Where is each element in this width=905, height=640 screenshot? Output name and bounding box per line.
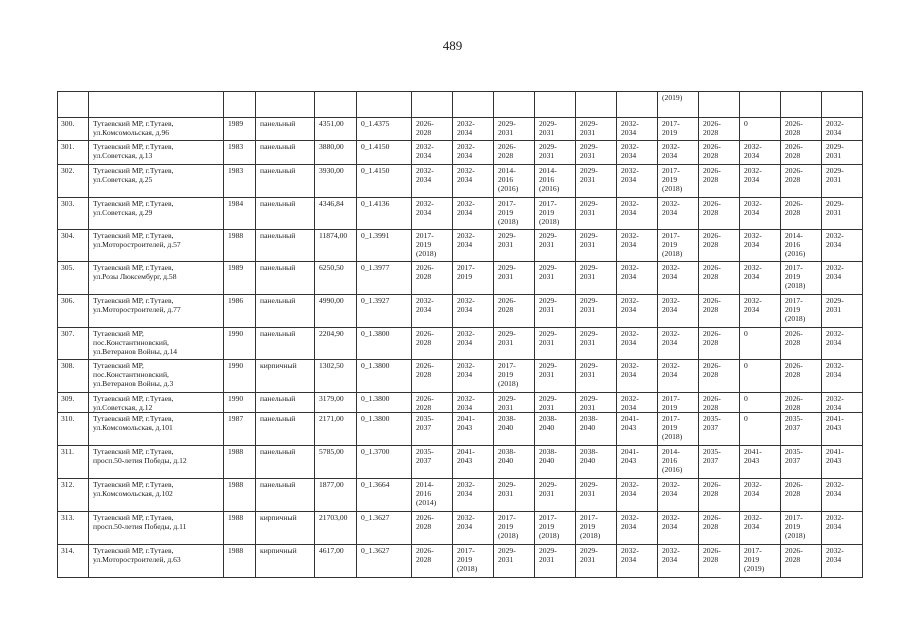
period-cell: 2032- 2034 [740, 295, 781, 328]
period-cell: 2032- 2034 [617, 262, 658, 295]
period-cell: 2029- 2031 [535, 479, 576, 512]
wall-material-cell: панельный [256, 165, 315, 198]
period-cell: 2017- 2019 (2018) [658, 165, 699, 198]
period-cell: 2026- 2028 [781, 118, 822, 141]
period-cell: 2032- 2034 [658, 295, 699, 328]
address-cell: Тутаевский МР, г.Тутаев, ул.Советская, д.29 [89, 198, 224, 230]
period-cell: 2029- 2031 [822, 141, 863, 165]
year-cell: 1988 [224, 512, 256, 545]
wall-material-cell: панельный [256, 262, 315, 295]
period-cell: 2029- 2031 [535, 230, 576, 262]
table-cell [494, 92, 535, 118]
wall-material-cell: панельный [256, 413, 315, 446]
year-cell: 1988 [224, 479, 256, 512]
period-cell: 2029- 2031 [822, 198, 863, 230]
period-cell: 2038- 2040 [494, 446, 535, 479]
period-cell: 2032- 2034 [822, 328, 863, 360]
wall-material-cell: панельный [256, 198, 315, 230]
period-cell: 2017- 2019 (2018) [453, 545, 494, 578]
table-row [58, 198, 863, 230]
index-cell: 0_1.4150 [357, 141, 412, 165]
period-cell: 2014- 2016 (2016) [781, 230, 822, 262]
period-cell: 2029- 2031 [494, 118, 535, 141]
row-number: 314. [58, 545, 89, 578]
period-cell: 0 [740, 360, 781, 393]
table-cell [357, 92, 412, 118]
period-cell: 0 [740, 413, 781, 446]
area-cell: 4990,00 [315, 295, 357, 328]
index-cell: 0_1.3800 [357, 328, 412, 360]
period-cell: 2038- 2040 [494, 413, 535, 446]
period-cell: 2041- 2043 [822, 446, 863, 479]
period-cell: 2014- 2016 (2016) [535, 165, 576, 198]
index-cell: 0_1.3800 [357, 393, 412, 413]
period-cell: 2032- 2034 [617, 545, 658, 578]
address-cell: Тутаевский МР, г.Тутаев, ул.Комсомольская, д.102 [89, 479, 224, 512]
address-cell: Тутаевский МР, г.Тутаев, ул.Советская, д.25 [89, 165, 224, 198]
period-cell: 2041- 2043 [617, 446, 658, 479]
period-cell: 2032- 2034 [617, 141, 658, 165]
index-cell: 0_1.4150 [357, 165, 412, 198]
year-cell: 1988 [224, 230, 256, 262]
table-cell [576, 92, 617, 118]
period-cell: 2029- 2031 [822, 165, 863, 198]
period-cell: 2029- 2031 [535, 118, 576, 141]
table-cell [89, 92, 224, 118]
period-cell: 2032- 2034 [453, 479, 494, 512]
area-cell: 2171,00 [315, 413, 357, 446]
period-cell: 2032- 2034 [658, 360, 699, 393]
address-cell: Тутаевский МР, пос.Константиновский, ул.Ветеранов Войны, д.14 [89, 328, 224, 360]
index-cell: 0_1.4375 [357, 118, 412, 141]
row-number: 307. [58, 328, 89, 360]
index-cell: 0_1.4136 [357, 198, 412, 230]
area-cell: 3179,00 [315, 393, 357, 413]
period-cell: 2029- 2031 [535, 295, 576, 328]
period-cell: 2017- 2019 (2018) [781, 295, 822, 328]
row-number: 301. [58, 141, 89, 165]
period-cell: 2032- 2034 [617, 118, 658, 141]
period-cell: 2014- 2016 (2016) [658, 446, 699, 479]
index-cell: 0_1.3627 [357, 512, 412, 545]
period-cell: 2035- 2037 [781, 446, 822, 479]
period-cell: 2026- 2028 [699, 295, 740, 328]
index-cell: 0_1.3800 [357, 360, 412, 393]
period-cell: 2029- 2031 [576, 328, 617, 360]
table-row [58, 413, 863, 446]
period-cell: 2029- 2031 [535, 393, 576, 413]
year-cell: 1983 [224, 165, 256, 198]
table-row [58, 165, 863, 198]
table-row [58, 360, 863, 393]
period-cell: 2032- 2034 [617, 360, 658, 393]
index-cell: 0_1.3927 [357, 295, 412, 328]
period-cell: 2029- 2031 [576, 262, 617, 295]
table-cell [781, 92, 822, 118]
period-cell: 2032- 2034 [412, 165, 453, 198]
area-cell: 3930,00 [315, 165, 357, 198]
period-cell: 2017- 2019 (2018) [535, 198, 576, 230]
table-cell [535, 92, 576, 118]
table-cell [315, 92, 357, 118]
period-cell: 0 [740, 393, 781, 413]
address-cell: Тутаевский МР, г.Тутаев, просп.50-летия Победы, д.11 [89, 512, 224, 545]
period-cell: 2029- 2031 [576, 165, 617, 198]
year-cell: 1983 [224, 141, 256, 165]
table-row [58, 230, 863, 262]
year-cell: 1990 [224, 393, 256, 413]
period-cell: 2029- 2031 [494, 262, 535, 295]
period-cell: 2032- 2034 [453, 230, 494, 262]
period-cell: 2032- 2034 [658, 262, 699, 295]
period-cell: 2032- 2034 [658, 141, 699, 165]
period-cell: 2029- 2031 [822, 295, 863, 328]
period-cell: 2026- 2028 [699, 230, 740, 262]
table-cell [617, 92, 658, 118]
period-cell: 2029- 2031 [576, 393, 617, 413]
period-cell: 2026- 2028 [699, 512, 740, 545]
period-cell: 2026- 2028 [412, 118, 453, 141]
period-cell: 2026- 2028 [412, 512, 453, 545]
period-cell: 0 [740, 328, 781, 360]
table-row [58, 141, 863, 165]
period-cell: 2035- 2037 [699, 446, 740, 479]
period-cell: 2032- 2034 [822, 545, 863, 578]
period-cell: 2029- 2031 [576, 141, 617, 165]
housing-register-table [57, 91, 863, 578]
period-cell: 2026- 2028 [494, 295, 535, 328]
period-cell: 2032- 2034 [453, 165, 494, 198]
period-cell: 2032- 2034 [617, 393, 658, 413]
period-cell: 2041- 2043 [740, 446, 781, 479]
row-number: 300. [58, 118, 89, 141]
year-cell: 1989 [224, 118, 256, 141]
period-cell: 2029- 2031 [494, 545, 535, 578]
address-cell: Тутаевский МР, г.Тутаев, ул.Комсомольская, д.101 [89, 413, 224, 446]
period-cell: 2032- 2034 [617, 230, 658, 262]
area-cell: 4617,00 [315, 545, 357, 578]
period-cell: 2041- 2043 [453, 413, 494, 446]
period-cell: 2017- 2019 [453, 262, 494, 295]
period-cell: 2029- 2031 [535, 328, 576, 360]
period-cell: 2017- 2019 (2018) [658, 413, 699, 446]
table-row [58, 479, 863, 512]
area-cell: 21703,00 [315, 512, 357, 545]
period-cell: 2029- 2031 [576, 360, 617, 393]
period-cell: 2038- 2040 [535, 413, 576, 446]
area-cell: 5785,00 [315, 446, 357, 479]
address-cell: Тутаевский МР, г.Тутаев, ул.Комсомольская, д.96 [89, 118, 224, 141]
table-cell [58, 92, 89, 118]
area-cell: 4351,00 [315, 118, 357, 141]
period-cell: 2029- 2031 [576, 230, 617, 262]
period-cell: 2017- 2019 (2018) [535, 512, 576, 545]
period-cell: 2032- 2034 [740, 141, 781, 165]
wall-material-cell: панельный [256, 141, 315, 165]
period-cell: 2017- 2019 [658, 118, 699, 141]
period-cell: 2029- 2031 [494, 230, 535, 262]
period-cell: 2032- 2034 [412, 198, 453, 230]
period-cell: 2029- 2031 [535, 262, 576, 295]
row-number: 305. [58, 262, 89, 295]
wall-material-cell: панельный [256, 328, 315, 360]
period-cell: 2026- 2028 [412, 393, 453, 413]
wall-material-cell: панельный [256, 118, 315, 141]
table-cell [256, 92, 315, 118]
wall-material-cell: панельный [256, 295, 315, 328]
period-cell: 2032- 2034 [453, 328, 494, 360]
period-cell: 2032- 2034 [617, 328, 658, 360]
period-cell: 2032- 2034 [658, 198, 699, 230]
period-cell: 2041- 2043 [822, 413, 863, 446]
period-cell: 2029- 2031 [494, 393, 535, 413]
period-cell: 2026- 2028 [699, 118, 740, 141]
wall-material-cell: панельный [256, 446, 315, 479]
period-cell: 2041- 2043 [617, 413, 658, 446]
period-cell: 2026- 2028 [412, 262, 453, 295]
period-cell: 2035- 2037 [412, 413, 453, 446]
period-cell: 2029- 2031 [535, 360, 576, 393]
period-cell: 2032- 2034 [740, 512, 781, 545]
period-cell: 2032- 2034 [658, 545, 699, 578]
period-cell: 2017- 2019 (2018) [494, 360, 535, 393]
period-cell: 2032- 2034 [822, 393, 863, 413]
period-cell: 2026- 2028 [781, 141, 822, 165]
year-cell: 1986 [224, 295, 256, 328]
period-cell: 2014- 2016 (2016) [494, 165, 535, 198]
period-cell: 2032- 2034 [617, 198, 658, 230]
table-row [58, 118, 863, 141]
table-cell [412, 92, 453, 118]
period-cell: 2032- 2034 [740, 230, 781, 262]
area-cell: 4346,84 [315, 198, 357, 230]
period-cell: 2026- 2028 [699, 141, 740, 165]
period-cell: 2029- 2031 [576, 118, 617, 141]
period-cell: 2032- 2034 [453, 393, 494, 413]
period-cell: 2029- 2031 [494, 328, 535, 360]
period-cell: 2017- 2019 (2018) [781, 262, 822, 295]
period-cell: 2041- 2043 [453, 446, 494, 479]
index-cell: 0_1.3800 [357, 413, 412, 446]
period-cell: 2032- 2034 [617, 512, 658, 545]
period-cell: 2029- 2031 [576, 198, 617, 230]
period-cell: 2032- 2034 [658, 512, 699, 545]
period-cell: 2026- 2028 [699, 262, 740, 295]
table-row [58, 545, 863, 578]
table-row [58, 512, 863, 545]
period-cell: 2026- 2028 [699, 165, 740, 198]
period-cell: 2026- 2028 [699, 328, 740, 360]
period-cell: 2026- 2028 [412, 545, 453, 578]
year-cell: 1987 [224, 413, 256, 446]
period-cell: 2026- 2028 [699, 360, 740, 393]
period-cell: 2026- 2028 [699, 393, 740, 413]
table-row [58, 446, 863, 479]
period-cell: 2026- 2028 [781, 545, 822, 578]
period-cell: 2017- 2019 (2018) [781, 512, 822, 545]
period-cell: 2017- 2019 (2019) [740, 545, 781, 578]
wall-material-cell: кирпичный [256, 545, 315, 578]
page-number: 489 [442, 38, 463, 53]
area-cell: 2204,90 [315, 328, 357, 360]
period-cell: 2032- 2034 [822, 360, 863, 393]
period-cell: 2032- 2034 [822, 262, 863, 295]
period-cell: 2026- 2028 [781, 360, 822, 393]
period-cell: 2035- 2037 [781, 413, 822, 446]
area-cell: 11874,00 [315, 230, 357, 262]
address-cell: Тутаевский МР, пос.Константиновский, ул.Ветеранов Войны, д.3 [89, 360, 224, 393]
address-cell: Тутаевский МР, г.Тутаев, ул.Моторостроителей, д.57 [89, 230, 224, 262]
period-cell: 2032- 2034 [740, 262, 781, 295]
period-cell: 2032- 2034 [617, 165, 658, 198]
row-number: 312. [58, 479, 89, 512]
row-number: 310. [58, 413, 89, 446]
period-cell: 2026- 2028 [781, 328, 822, 360]
period-cell: 2026- 2028 [781, 165, 822, 198]
table-cell [224, 92, 256, 118]
year-cell: 1989 [224, 262, 256, 295]
area-cell: 3880,00 [315, 141, 357, 165]
period-cell: 2038- 2040 [576, 446, 617, 479]
table-cell [822, 92, 863, 118]
wall-material-cell: панельный [256, 393, 315, 413]
table-row [58, 328, 863, 360]
period-cell: 2032- 2034 [740, 165, 781, 198]
period-cell: 2026- 2028 [699, 198, 740, 230]
period-cell: 2017- 2019 (2018) [412, 230, 453, 262]
area-cell: 1302,50 [315, 360, 357, 393]
row-number: 304. [58, 230, 89, 262]
period-cell: 2026- 2028 [699, 479, 740, 512]
period-cell: 2035- 2037 [699, 413, 740, 446]
period-cell: 2032- 2034 [617, 295, 658, 328]
period-cell: 2032- 2034 [453, 198, 494, 230]
period-cell: 2014- 2016 (2014) [412, 479, 453, 512]
period-cell: 2032- 2034 [453, 141, 494, 165]
period-cell: 2017- 2019 (2018) [494, 512, 535, 545]
area-cell: 6250,50 [315, 262, 357, 295]
period-cell: 2026- 2028 [699, 545, 740, 578]
period-cell: 2029- 2031 [576, 295, 617, 328]
period-cell: 2035- 2037 [412, 446, 453, 479]
row-number: 309. [58, 393, 89, 413]
wall-material-cell: панельный [256, 479, 315, 512]
year-cell: 1988 [224, 545, 256, 578]
period-cell: 2032- 2034 [822, 118, 863, 141]
wall-material-cell: кирпичный [256, 360, 315, 393]
period-cell: 2032- 2034 [617, 479, 658, 512]
address-cell: Тутаевский МР, г.Тутаев, ул.Моторостроителей, д.63 [89, 545, 224, 578]
index-cell: 0_1.3627 [357, 545, 412, 578]
row-number: 308. [58, 360, 89, 393]
wall-material-cell: кирпичный [256, 512, 315, 545]
table-row [58, 295, 863, 328]
period-cell: 2017- 2019 (2018) [494, 198, 535, 230]
period-cell: 2032- 2034 [740, 198, 781, 230]
table-row [58, 262, 863, 295]
period-cell: 2017- 2019 (2018) [576, 512, 617, 545]
address-cell: Тутаевский МР, г.Тутаев, ул.Советская, д.12 [89, 393, 224, 413]
row-number: 306. [58, 295, 89, 328]
period-cell: 2017- 2019 [658, 393, 699, 413]
period-cell: 2032- 2034 [453, 118, 494, 141]
table-cell [699, 92, 740, 118]
period-cell: 2029- 2031 [494, 479, 535, 512]
table-cell [740, 92, 781, 118]
row-number: 303. [58, 198, 89, 230]
address-cell: Тутаевский МР, г.Тутаев, ул.Моторостроителей, д.77 [89, 295, 224, 328]
period-cell: 0 [740, 118, 781, 141]
period-cell: 2029- 2031 [535, 141, 576, 165]
period-cell: 2032- 2034 [658, 479, 699, 512]
table-cell: (2019) [658, 92, 699, 118]
table-row [58, 393, 863, 413]
address-cell: Тутаевский МР, г.Тутаев, просп.50-летия Победы, д.12 [89, 446, 224, 479]
period-cell: 2032- 2034 [822, 479, 863, 512]
period-cell: 2032- 2034 [453, 512, 494, 545]
period-cell: 2038- 2040 [535, 446, 576, 479]
index-cell: 0_1.3664 [357, 479, 412, 512]
table-cell [453, 92, 494, 118]
period-cell: 2026- 2028 [494, 141, 535, 165]
period-cell: 2026- 2028 [412, 328, 453, 360]
period-cell: 2017- 2019 (2018) [658, 230, 699, 262]
period-cell: 2029- 2031 [576, 545, 617, 578]
index-cell: 0_1.3991 [357, 230, 412, 262]
period-cell: 2026- 2028 [781, 393, 822, 413]
period-cell: 2032- 2034 [822, 230, 863, 262]
period-cell: 2029- 2031 [576, 479, 617, 512]
address-cell: Тутаевский МР, г.Тутаев, ул.Советская, д.13 [89, 141, 224, 165]
wall-material-cell: панельный [256, 230, 315, 262]
index-cell: 0_1.3977 [357, 262, 412, 295]
period-cell: 2029- 2031 [535, 545, 576, 578]
period-cell: 2032- 2034 [658, 328, 699, 360]
period-cell: 2032- 2034 [453, 360, 494, 393]
year-cell: 1990 [224, 328, 256, 360]
row-number: 302. [58, 165, 89, 198]
year-cell: 1988 [224, 446, 256, 479]
table-header-row [58, 92, 863, 118]
area-cell: 1877,00 [315, 479, 357, 512]
period-cell: 2026- 2028 [781, 479, 822, 512]
period-cell: 2026- 2028 [412, 360, 453, 393]
index-cell: 0_1.3700 [357, 446, 412, 479]
period-cell: 2032- 2034 [740, 479, 781, 512]
period-cell: 2026- 2028 [781, 198, 822, 230]
period-cell: 2032- 2034 [412, 295, 453, 328]
period-cell: 2032- 2034 [412, 141, 453, 165]
address-cell: Тутаевский МР, г.Тутаев, ул.Розы Люксембург, д.58 [89, 262, 224, 295]
year-cell: 1990 [224, 360, 256, 393]
row-number: 311. [58, 446, 89, 479]
period-cell: 2032- 2034 [453, 295, 494, 328]
row-number: 313. [58, 512, 89, 545]
year-cell: 1984 [224, 198, 256, 230]
period-cell: 2032- 2034 [822, 512, 863, 545]
period-cell: 2038- 2040 [576, 413, 617, 446]
